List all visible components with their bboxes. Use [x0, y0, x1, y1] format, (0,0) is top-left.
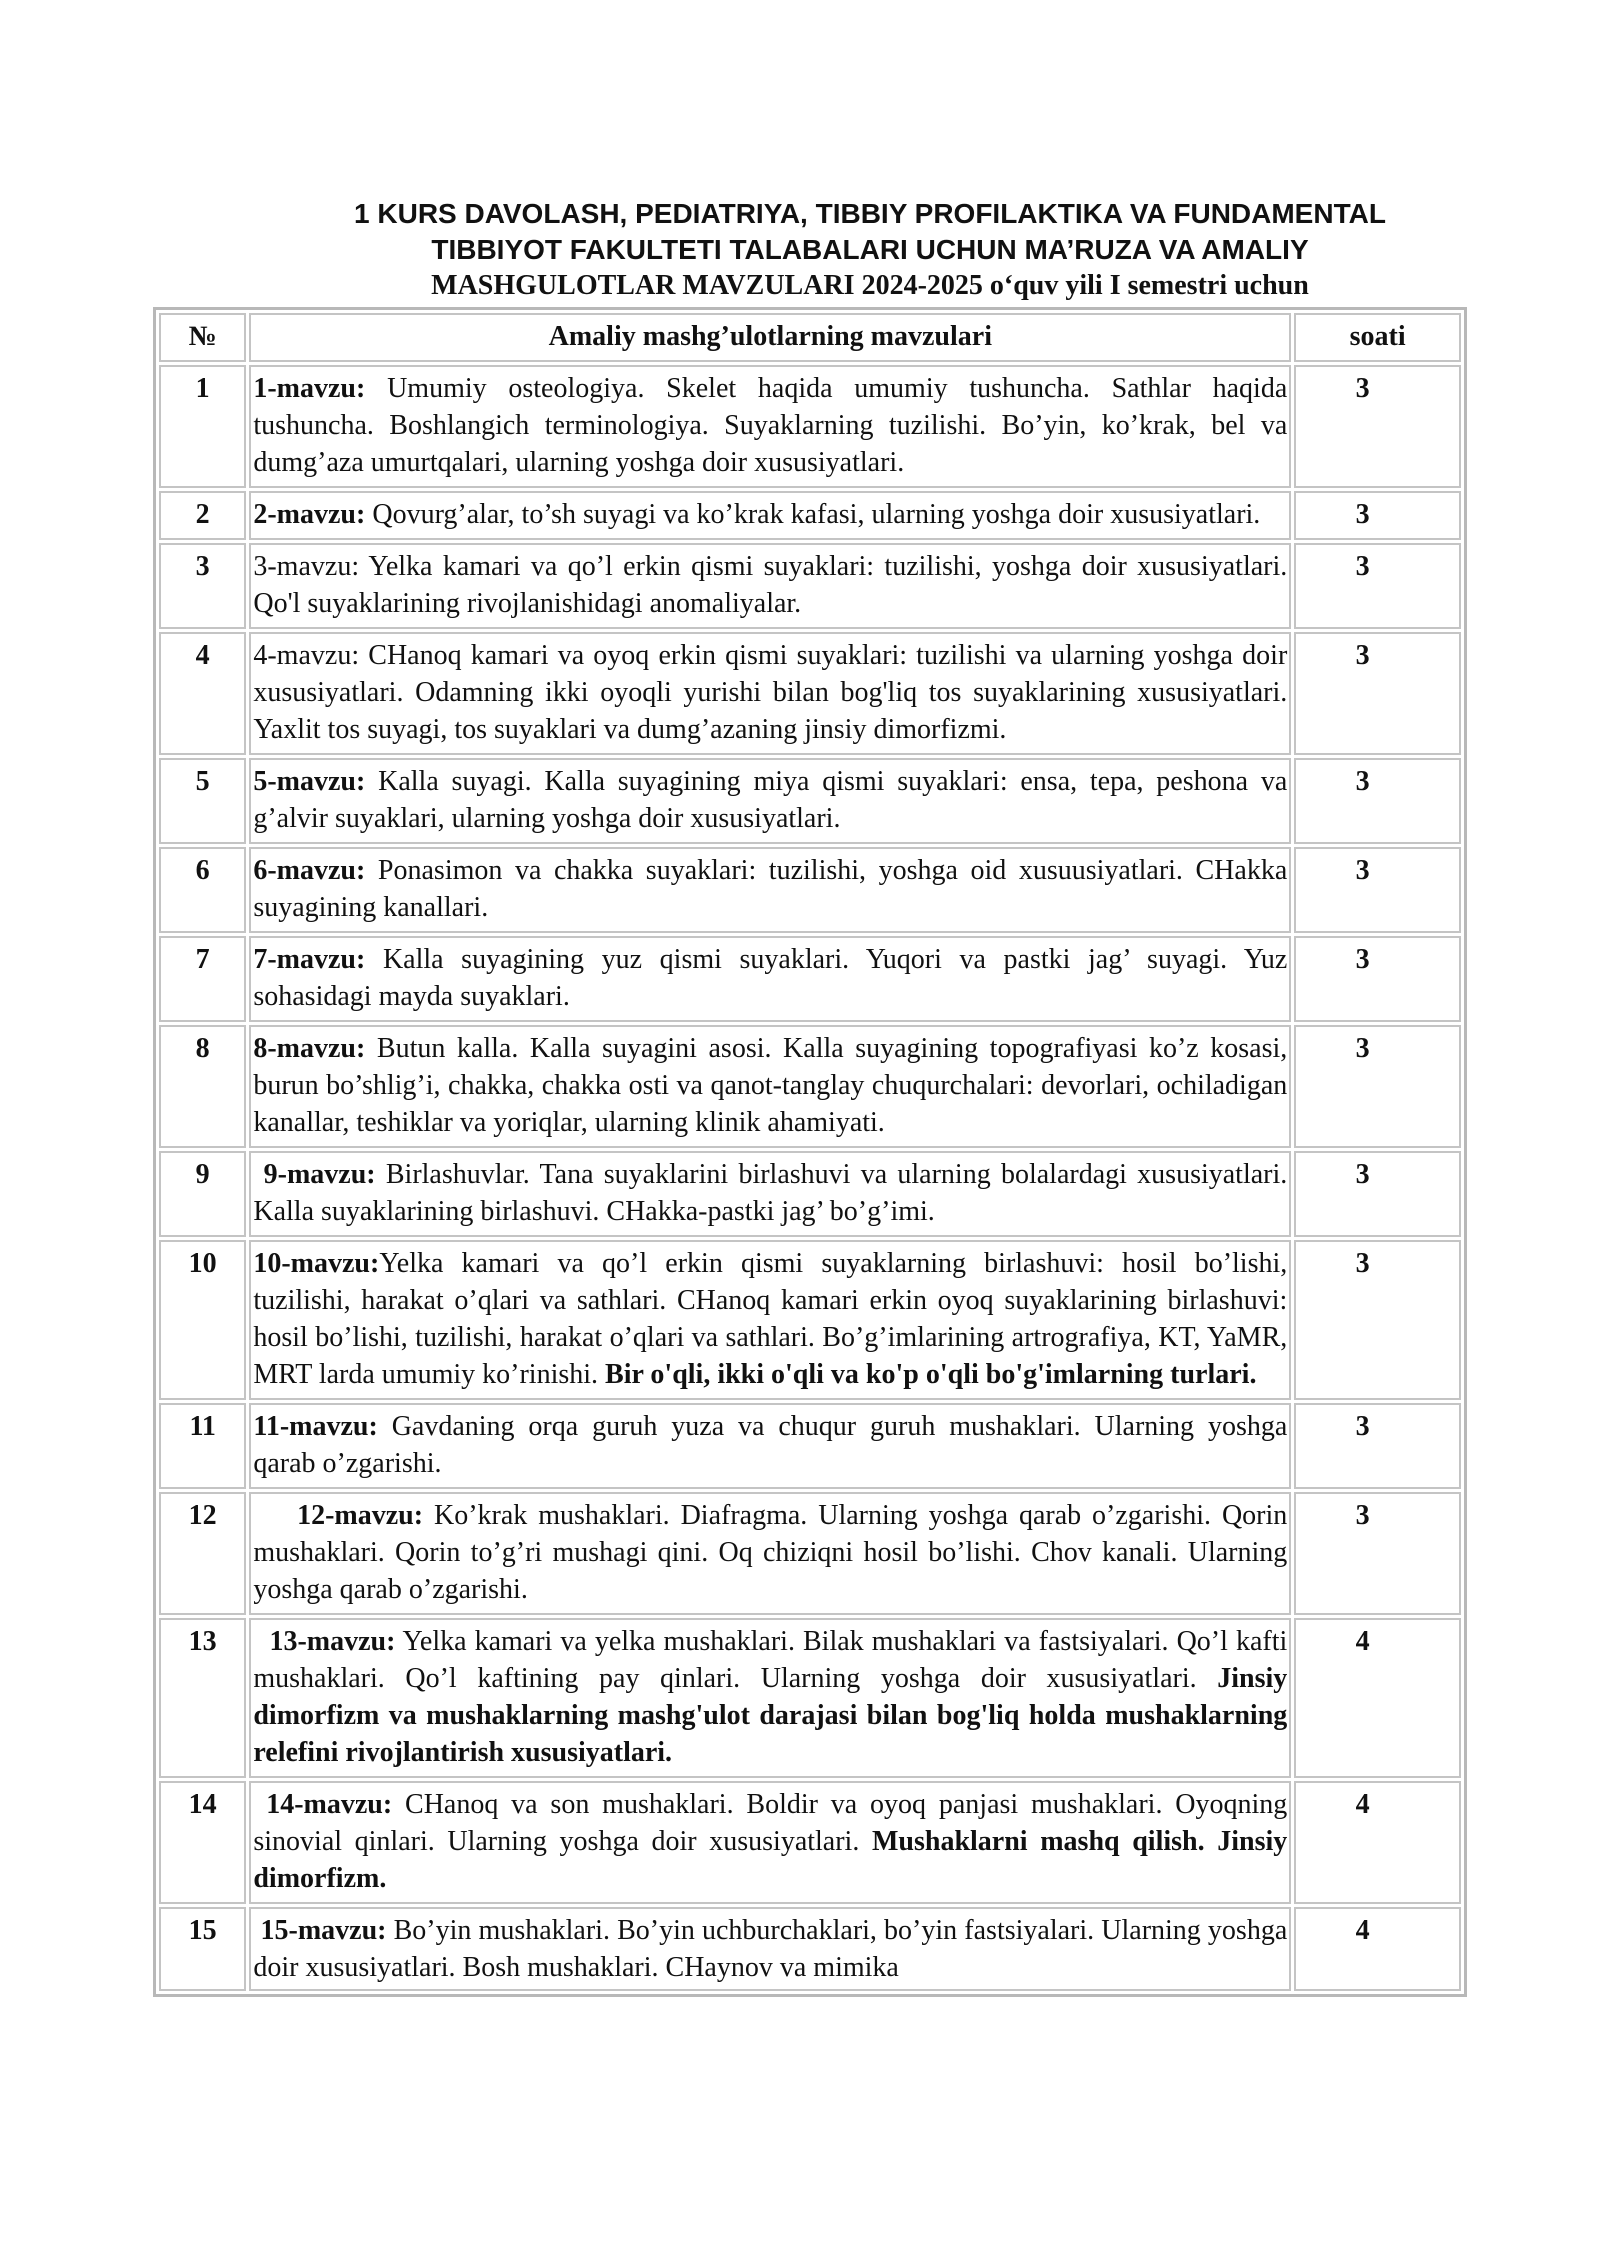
row-number: 5	[159, 758, 246, 844]
topic-description: Kalla suyagi. Kalla suyagining miya qismi suyaklari: ensa, tepa, peshona va g’alvir suyaklari, ularning yoshga doir xususiyatlari.	[253, 766, 1288, 834]
hours-value: 3	[1355, 855, 1370, 886]
row-number: 3	[159, 543, 246, 629]
topic-cell	[249, 1403, 1291, 1489]
hours-value: 3	[1355, 1248, 1370, 1279]
hours-cell	[1294, 1240, 1461, 1400]
topic-description: Qovurg’alar, to’sh suyagi va ko’krak kafasi, ularning yoshga doir xususiyatlari.	[365, 499, 1261, 530]
topic-lead: 13-mavzu:	[253, 1626, 396, 1657]
column-header-topics: Amaliy mashg’ulotlarning mavzulari	[249, 313, 1291, 362]
table-row	[159, 543, 1461, 629]
column-header-number: №	[159, 313, 246, 362]
topic-text	[253, 1786, 1287, 1897]
title-line-2: TIBBIYOT FAKULTETI TALABALARI UCHUN MA’RUZA VA AMALIY	[431, 234, 1309, 265]
hours-cell	[1294, 1618, 1461, 1778]
row-number: 15	[159, 1907, 246, 1991]
hours-cell	[1294, 847, 1461, 933]
table-row	[159, 632, 1461, 755]
hours-cell	[1294, 1025, 1461, 1148]
row-number: 9	[159, 1151, 246, 1237]
row-number: 8	[159, 1025, 246, 1148]
title-line-1: 1 KURS DAVOLASH, PEDIATRIYA, TIBBIY PROFILAKTIKA VA FUNDAMENTAL	[354, 198, 1386, 229]
hours-cell	[1294, 365, 1461, 488]
hours-cell	[1294, 1492, 1461, 1615]
hours-cell	[1294, 632, 1461, 755]
row-number: 2	[159, 491, 246, 540]
topic-lead: 8-mavzu:	[253, 1033, 366, 1064]
row-number: 10	[159, 1240, 246, 1400]
topic-cell	[249, 1151, 1291, 1237]
topic-description: Yelka kamari va yelka mushaklari. Bilak mushaklari va fastsiyalari. Qo’l kafti mushaklari. Qo’l kaftining pay qinlari. Ularning yoshga doir xususiyatlari.	[253, 1626, 1288, 1694]
topic-text	[253, 1497, 1287, 1608]
hours-cell	[1294, 758, 1461, 844]
document-title	[150, 196, 1590, 304]
row-number: 14	[159, 1781, 246, 1904]
hours-value: 4	[1355, 1915, 1370, 1946]
topic-lead: 6-mavzu:	[253, 855, 366, 886]
hours-cell	[1294, 543, 1461, 629]
hours-value: 3	[1355, 1411, 1370, 1442]
topic-text	[253, 1408, 1287, 1482]
topic-lead: 12-mavzu:	[253, 1500, 424, 1531]
table-row	[159, 758, 1461, 844]
table-row	[159, 1240, 1461, 1400]
topic-description: Umumiy osteologiya. Skelet haqida umumiy tushuncha. Sathlar haqida tushuncha. Boshlangich terminologiya. Suyaklarning tuzilishi. Bo’yin, ko’krak, bel va dumg’aza umurtqalari, ularning yoshga doir xususiyatlari.	[253, 373, 1288, 478]
hours-value: 3	[1355, 1500, 1370, 1531]
row-number: 7	[159, 936, 246, 1022]
topic-cell	[249, 847, 1291, 933]
topic-bold-note: Bir o'qli, ikki o'qli va ko'p o'qli bo'g'imlarning turlari.	[605, 1359, 1257, 1390]
topic-lead: 1-mavzu:	[253, 373, 366, 404]
topic-lead: 11-mavzu:	[253, 1411, 378, 1442]
topic-text	[253, 941, 1287, 1015]
topic-lead: 2-mavzu:	[253, 499, 366, 530]
topic-description: Butun kalla. Kalla suyagini asosi. Kalla suyagining topografiyasi ko’z kosasi, burun bo’shlig’i, chakka, chakka osti va qanot-tanglay chuqurchalari: devorlari, ochiladigan kanallar, teshiklar va yoriqlar, ularning klinik ahamiyati.	[253, 1033, 1288, 1138]
table-row	[159, 936, 1461, 1022]
hours-value: 3	[1355, 1159, 1370, 1190]
topic-lead: 9-mavzu:	[253, 1159, 376, 1190]
table-body	[159, 365, 1461, 1991]
topic-text	[253, 1030, 1287, 1141]
hours-cell	[1294, 1403, 1461, 1489]
topic-lead: 5-mavzu:	[253, 766, 366, 797]
topic-text	[253, 1623, 1287, 1771]
topic-text	[253, 1912, 1287, 1984]
topic-bold-note: Mushaklarni mashq qilish. Jinsiy dimorfizm.	[253, 1826, 1288, 1894]
topic-text	[253, 370, 1287, 481]
topic-description: 3-mavzu: Yelka kamari va qo’l erkin qismi suyaklari: tuzilishi, yoshga doir xususiyatlari. Qo'l suyaklarining rivojlanishidagi anomaliyalar.	[253, 551, 1288, 619]
topic-cell	[249, 1618, 1291, 1778]
row-number: 12	[159, 1492, 246, 1615]
table-row	[159, 1403, 1461, 1489]
table-row	[159, 365, 1461, 488]
hours-value: 3	[1355, 373, 1370, 404]
hours-cell	[1294, 1151, 1461, 1237]
table-row	[159, 1151, 1461, 1237]
topic-description: Bo’yin mushaklari. Bo’yin uchburchaklari, bo’yin fastsiyalari. Ularning yoshga doir xususiyatlari. Bosh mushaklari. CHaynov va mimika	[253, 1915, 1288, 1983]
row-number: 4	[159, 632, 246, 755]
table-row	[159, 847, 1461, 933]
hours-cell	[1294, 1781, 1461, 1904]
topic-bold-note: Jinsiy dimorfizm va mushaklarning mashg'ulot darajasi bilan bog'liq holda mushaklarning relefini rivojlantirish xususiyatlari.	[253, 1663, 1288, 1768]
topic-lead: 7-mavzu:	[253, 944, 366, 975]
topic-description: 4-mavzu: CHanoq kamari va oyoq erkin qismi suyaklari: tuzilishi va ularning yoshga doir xususiyatlari. Odamning ikki oyoqli yurishi bilan bog'liq tos suyaklarining xususiyatlari. Yaxlit tos suyagi, tos suyaklari va dumg’azaning jinsiy dimorfizmi.	[253, 640, 1288, 745]
row-number: 6	[159, 847, 246, 933]
hours-value: 4	[1355, 1626, 1370, 1657]
row-number: 1	[159, 365, 246, 488]
topic-description: CHanoq va son mushaklari. Boldir va oyoq panjasi mushaklari. Oyoqning sinovial qinlari. Ularning yoshga doir xususiyatlari.	[253, 1789, 1288, 1857]
table-row	[159, 1025, 1461, 1148]
hours-cell	[1294, 936, 1461, 1022]
topic-cell	[249, 365, 1291, 488]
table-row	[159, 1492, 1461, 1615]
topics-table	[153, 307, 1467, 1997]
topic-cell	[249, 543, 1291, 629]
title-line-3: MASHGULOTLAR MAVZULARI 2024-2025 o‘quv yili I semestri uchun	[431, 270, 1309, 301]
hours-value: 4	[1355, 1789, 1370, 1820]
table-row	[159, 1618, 1461, 1778]
topic-description: Ponasimon va chakka suyaklari: tuzilishi, yoshga oid xusuusiyatlari. CHakka suyagining kanallari.	[253, 855, 1288, 923]
topic-text	[253, 637, 1287, 748]
topic-text	[253, 496, 1287, 533]
hours-value: 3	[1355, 551, 1370, 582]
topic-description: Yelka kamari va qo’l erkin qismi suyaklarning birlashuvi: hosil bo’lishi, tuzilishi, harakat o’qlari va sathlari. CHanoq kamari erkin oyoq suyaklarining birlashuvi: hosil bo’lishi, tuzilishi, harakat o’qlari va sathlari. Bo’g’imlarining artrografiya, KT, YaMR, MRT larda umumiy ko’rinishi.	[253, 1248, 1288, 1390]
topic-text	[253, 763, 1287, 837]
table-row	[159, 1907, 1461, 1991]
hours-cell	[1294, 491, 1461, 540]
topic-text	[253, 548, 1287, 622]
topic-description: Birlashuvlar. Tana suyaklarini birlashuvi va ularning bolalardagi xususiyatlari. Kalla suyaklarining birlashuvi. CHakka-pastki jag’ bo’g’imi.	[253, 1159, 1288, 1227]
hours-value: 3	[1355, 1033, 1370, 1064]
row-number: 11	[159, 1403, 246, 1489]
hours-value: 3	[1355, 640, 1370, 671]
topic-text	[253, 852, 1287, 926]
topic-cell	[249, 936, 1291, 1022]
topic-cell	[249, 491, 1291, 540]
topic-cell	[249, 1240, 1291, 1400]
topic-cell	[249, 1781, 1291, 1904]
column-header-hours: soati	[1294, 313, 1461, 362]
topic-description: Gavdaning orqa guruh yuza va chuqur guruh mushaklari. Ularning yoshga qarab o’zgarishi.	[253, 1411, 1288, 1479]
topic-lead: 10-mavzu:	[253, 1248, 380, 1279]
topic-cell	[249, 632, 1291, 755]
topic-cell	[249, 1907, 1291, 1991]
topic-lead: 14-mavzu:	[253, 1789, 393, 1820]
topic-text	[253, 1156, 1287, 1230]
topic-text	[253, 1245, 1287, 1393]
table-row	[159, 491, 1461, 540]
hours-value: 3	[1355, 499, 1370, 530]
hours-value: 3	[1355, 944, 1370, 975]
topic-cell	[249, 1025, 1291, 1148]
row-number: 13	[159, 1618, 246, 1778]
table-header-row	[159, 313, 1461, 362]
topic-cell	[249, 758, 1291, 844]
hours-value: 3	[1355, 766, 1370, 797]
table-row	[159, 1781, 1461, 1904]
topic-description: Ko’krak mushaklari. Diafragma. Ularning yoshga qarab o’zgarishi. Qorin mushaklari. Qorin to’g’ri mushagi qini. Oq chiziqni hosil bo’lishi. Chov kanali. Ularning yoshga qarab o’zgarishi.	[253, 1500, 1288, 1605]
topic-description: Kalla suyagining yuz qismi suyaklari. Yuqori va pastki jag’ suyagi. Yuz sohasidagi mayda suyaklari.	[253, 944, 1288, 1012]
hours-cell	[1294, 1907, 1461, 1991]
topic-lead: 15-mavzu:	[253, 1915, 387, 1946]
topic-cell	[249, 1492, 1291, 1615]
